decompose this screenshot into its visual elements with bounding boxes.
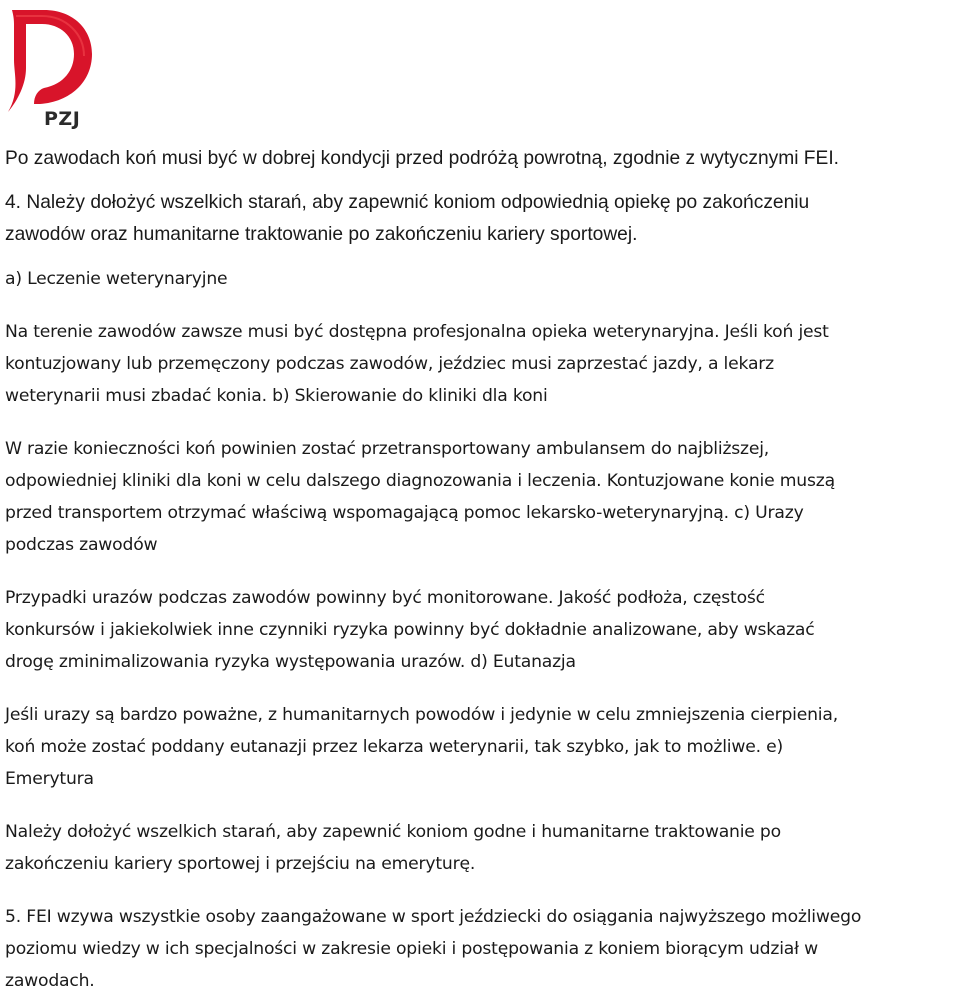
section-b-line-3: przed transportem otrzymać właściwą wspomagającą pomoc lekarsko-weterynaryjną. c) Urazy <box>5 503 804 523</box>
section-c-line-3: drogę zminimalizowania ryzyka występowania urazów. d) Eutanazja <box>5 652 576 672</box>
section-c-line-1: Przypadki urazów podczas zawodów powinny być monitorowane. Jakość podłoża, częstość <box>5 588 765 608</box>
logo-text: PZJ <box>44 108 81 130</box>
section-c-line-2: konkursów i jakiekolwiek inne czynniki ryzyka powinny być dokładnie analizowane, aby wskazać <box>5 620 815 640</box>
section-b-line-2: odpowiedniej kliniki dla koni w celu dalszego diagnozowania i leczenia. Kontuzjowane konie muszą <box>5 471 835 491</box>
intro-line: Po zawodach koń musi być w dobrej kondycji przed podróżą powrotną, zgodnie z wytycznymi FEI. <box>5 148 839 169</box>
section-a-heading: a) Leczenie weterynaryjne <box>5 269 228 289</box>
document-body <box>5 143 960 997</box>
section-d-line-2: koń może zostać poddany eutanazji przez lekarza weterynarii, tak szybko, jak to możliwe. e) <box>5 737 783 757</box>
point-5-line-3: zawodach. <box>5 971 95 991</box>
point-5-line-1: 5. FEI wzywa wszystkie osoby zaangażowane w sport jeździecki do osiągania najwyższego możliwego <box>5 907 862 927</box>
point-4-line-1: 4. Należy dołożyć wszelkich starań, aby zapewnić koniom odpowiednią opiekę po zakończeniu <box>5 192 810 213</box>
section-d-line-1: Jeśli urazy są bardzo poważne, z humanitarnych powodów i jedynie w celu zmniejszenia cierpienia, <box>5 705 838 725</box>
section-e-line-1: Należy dołożyć wszelkich starań, aby zapewnić koniom godne i humanitarne traktowanie po <box>5 822 781 842</box>
section-b-line-4: podczas zawodów <box>5 535 158 555</box>
section-a-line-3: weterynarii musi zbadać konia. b) Skierowanie do kliniki dla koni <box>5 386 548 406</box>
section-d-line-3: Emerytura <box>5 769 94 789</box>
section-a-line-1: Na terenie zawodów zawsze musi być dostępna profesjonalna opieka weterynaryjna. Jeśli koń jest <box>5 322 829 342</box>
section-a-line-2: kontuzjowany lub przemęczony podczas zawodów, jeździec musi zaprzestać jazdy, a lekarz <box>5 354 774 374</box>
section-e-line-2: zakończeniu kariery sportowej i przejściu na emeryturę. <box>5 854 476 874</box>
point-4-line-2: zawodów oraz humanitarne traktowanie po zakończeniu kariery sportowej. <box>5 224 638 245</box>
point-5-line-2: poziomu wiedzy w ich specjalności w zakresie opieki i postępowania z koniem biorącym udział w <box>5 939 818 959</box>
section-b-line-1: W razie konieczności koń powinien zostać przetransportowany ambulansem do najbliższej, <box>5 439 770 459</box>
